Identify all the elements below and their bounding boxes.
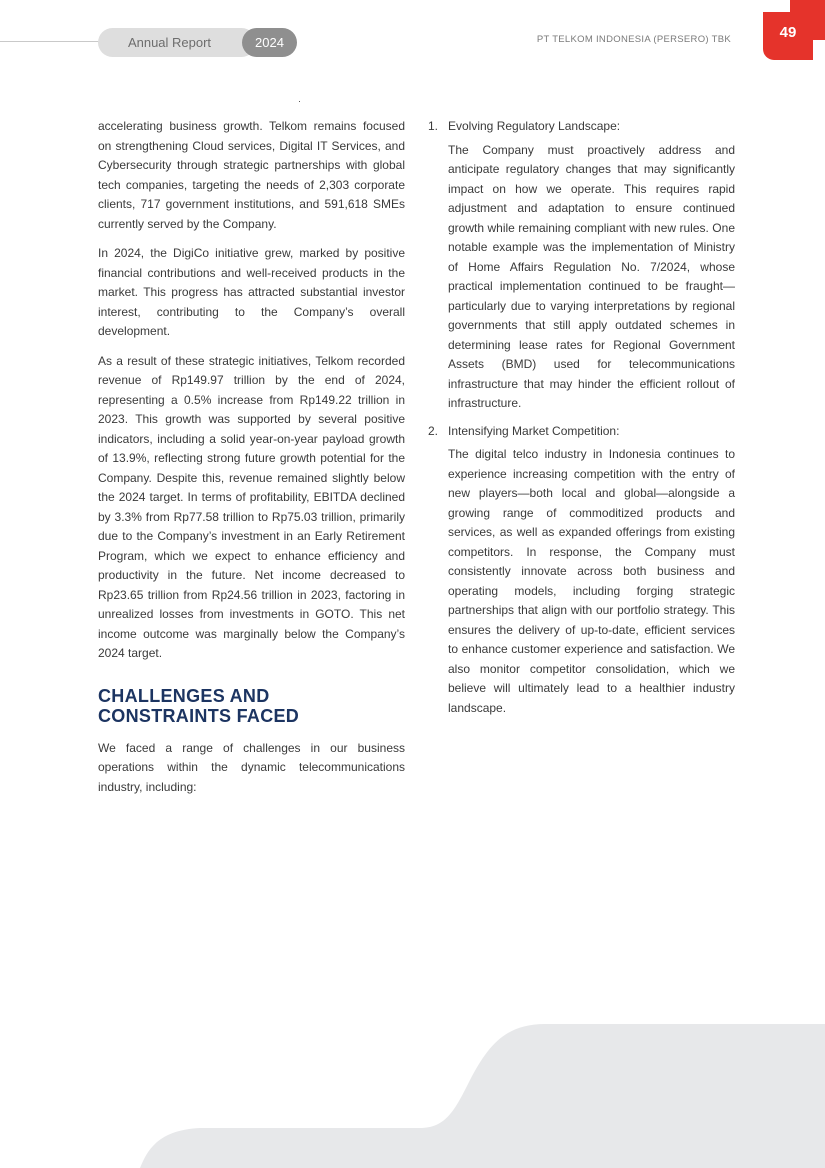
right-column bbox=[428, 117, 735, 726]
section-heading bbox=[98, 686, 405, 726]
list-item-title bbox=[428, 117, 735, 137]
list-item bbox=[428, 422, 735, 719]
list-item-heading: Intensifying Market Competition: bbox=[448, 423, 620, 438]
list-item-body: The Company must proactively address and anticipate regulatory changes that may significantly impact on how we operate. This requires rapid adjustment and adaptation to ensure continued growth while remaining compliant with new rules. One notable example was the implementation of Ministry of Home Affairs Regulation No. 7/2024, whose practical implementation continued to be fraught—particularly due to varying interpretations by regional governments that still apply outdated schemes in determining lease rates for Regional Government Assets (BMD) used for telecommunications infrastructure that may hinder the efficient rollout of infrastructure. bbox=[448, 142, 735, 410]
annual-report-label: Annual Report bbox=[127, 35, 212, 50]
list-item-body: The digital telco industry in Indonesia continues to experience increasing competition with the entry of new players—both local and global—alongside a growing range of commoditized products and services, as well as expanded offerings from existing competitors. In response, the Company must consistently innovate across both business and operating models, including forging strategic partnerships that align with our portfolio strategy. This ensures the delivery of up-to-date, efficient services to enhance customer experience and satisfaction. We also monitor competitor consolidation, which we believe will ultimately lead to a healthier industry landscape. bbox=[448, 447, 735, 715]
left-column bbox=[98, 117, 405, 807]
list-item-title bbox=[428, 422, 735, 442]
section-heading-line-2: CONSTRAINTS FACED bbox=[98, 705, 300, 726]
company-name: PT TELKOM INDONESIA (PERSERO) TBK bbox=[536, 34, 731, 45]
list-item-number: 2. bbox=[428, 423, 439, 438]
paragraph-financial-results: As a result of these strategic initiatives, Telkom recorded revenue of Rp149.97 trillion by the end of 2024, representing a 0.5% increase from Rp149.22 trillion in 2023. This growth was supported by several positive indicators, including a solid year-on-year payload growth of 13.9%, reflecting strong future growth potential for the Company. Despite this, revenue remained slightly below the 2024 target. In terms of profitability, EBITDA declined by 3.3% from Rp77.58 trillion to Rp75.03 trillion, primarily due to the Company’s investment in an Early Retirement Program, which we expect to enhance efficiency and productivity in the future. Net income decreased to Rp23.65 trillion from Rp24.56 trillion in 2023, factoring in unrealized losses from investments in GOTO. This net income outcome was marginally below the Company’s 2024 target. bbox=[98, 353, 405, 660]
list-item bbox=[428, 117, 735, 414]
page-number: 49 bbox=[779, 24, 797, 41]
report-year-badge: 2024 bbox=[242, 28, 297, 57]
section-intro: We faced a range of challenges in our business operations within the dynamic telecommunications industry, including: bbox=[98, 740, 405, 794]
header-rule bbox=[0, 41, 100, 42]
paragraph-digico: In 2024, the DigiCo initiative grew, marked by positive financial contributions and well-received products in the market. This progress has attracted substantial investor interest, contributing to the Company’s overall development. bbox=[98, 246, 405, 338]
stray-dot bbox=[299, 101, 300, 102]
list-item-heading: Evolving Regulatory Landscape: bbox=[448, 119, 621, 133]
paragraph-growth-strategy: accelerating business growth. Telkom remains focused on strengthening Cloud services, Digital IT Services, and Cybersecurity through strategic partnerships with global tech companies, targeting the needs of 2,303 corporate clients, 717 government institutions, and 591,618 SMEs currently served by the Company. bbox=[98, 119, 405, 231]
list-item-number: 1. bbox=[428, 119, 439, 133]
section-heading-line-1: CHALLENGES AND bbox=[98, 685, 270, 706]
